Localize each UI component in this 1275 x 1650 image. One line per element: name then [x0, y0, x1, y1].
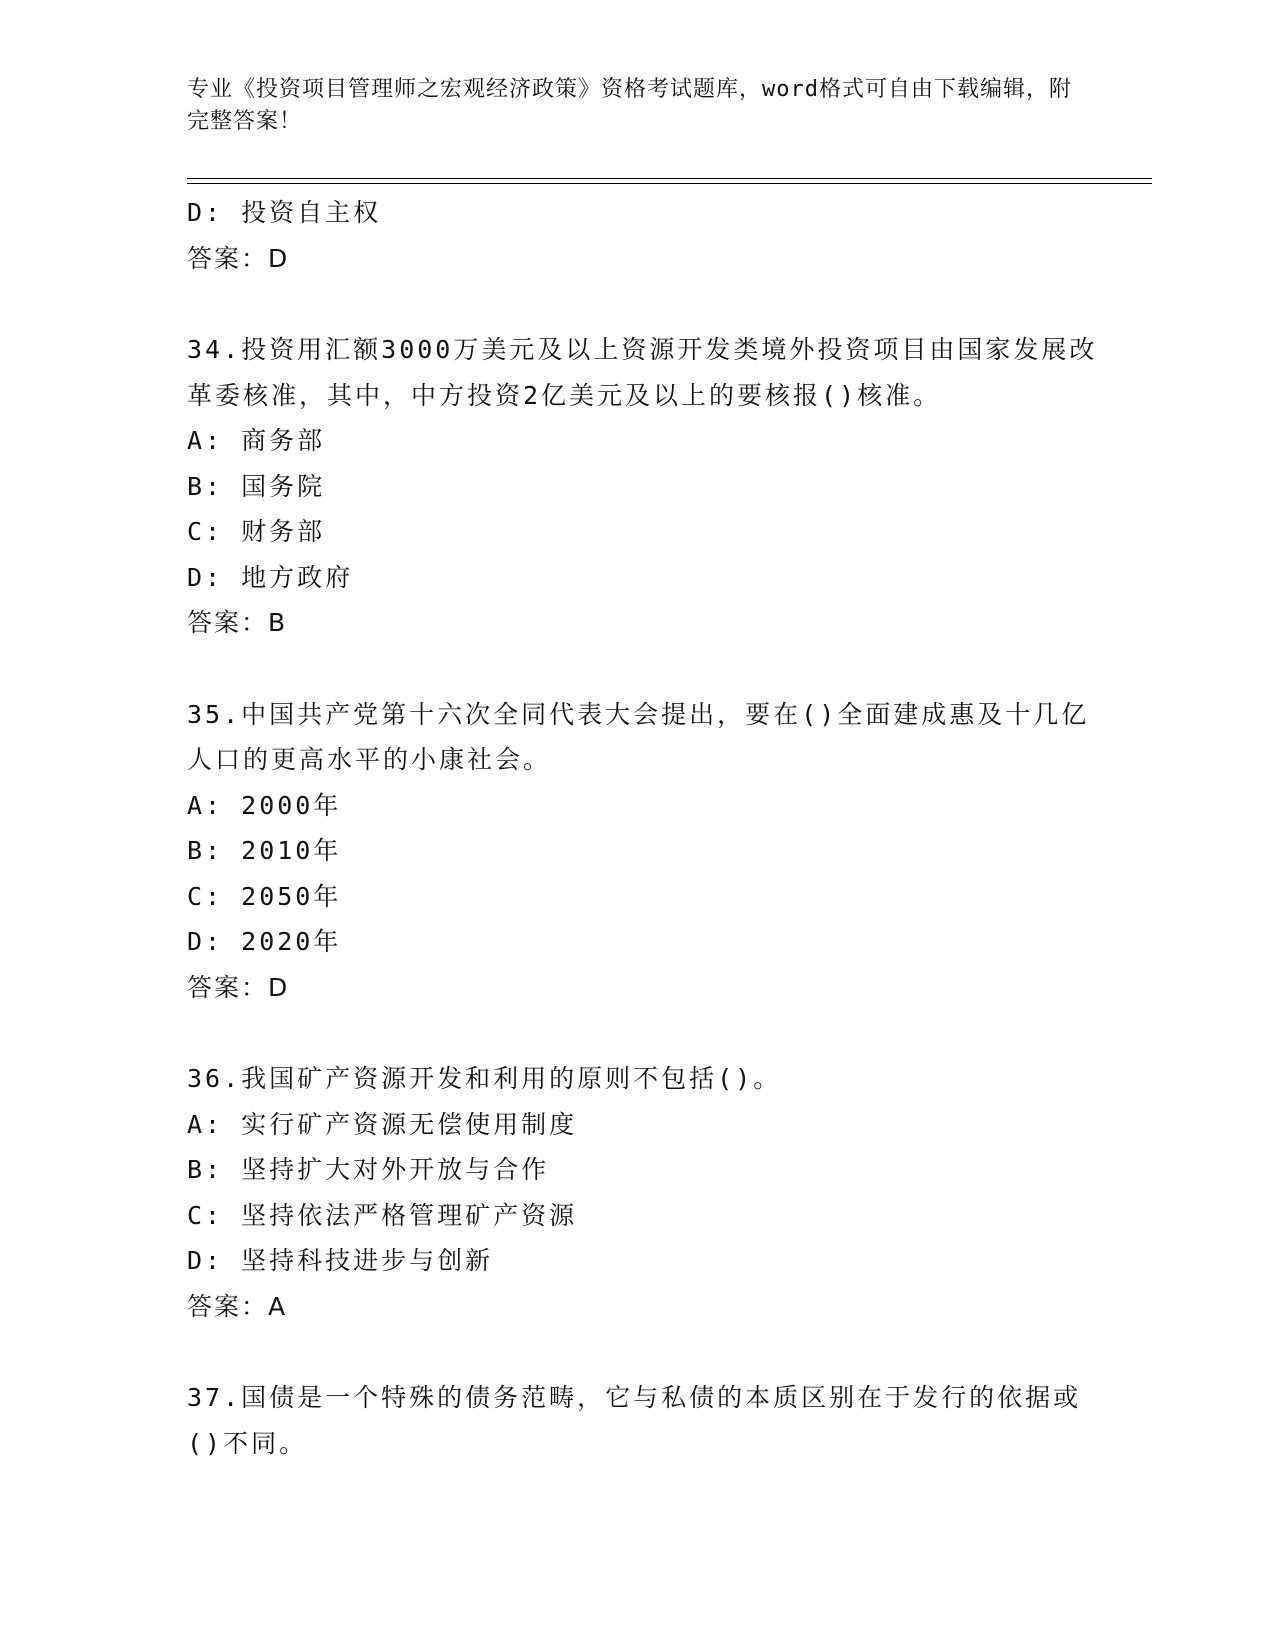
option-d: D: 2020年	[187, 927, 342, 956]
header-divider-top	[187, 178, 1152, 179]
option-a: A: 2000年	[187, 790, 342, 820]
document-header: 专业《投资项目管理师之宏观经济政策》资格考试题库，word格式可自由下载编辑，附完整答案！	[187, 77, 1072, 134]
option-a: A: 实行矿产资源无偿使用制度	[187, 1109, 578, 1139]
option-b: B: 坚持扩大对外开放与合作	[187, 1155, 550, 1184]
option-b: B: 2010年	[187, 836, 342, 865]
question-block	[187, 692, 1107, 1011]
answer-line: 答案：A	[187, 1291, 288, 1321]
option-d: D: 投资自主权	[187, 198, 382, 227]
option-d: D: 坚持科技进步与创新	[187, 1246, 494, 1275]
option-a: A: 商务部	[187, 426, 326, 455]
question-text: 34.投资用汇额3000万美元及以上资源开发类境外投资项目由国家发展改革委核准，其中，中方投资2亿美元及以上的要核报()核准。	[187, 335, 1098, 410]
option-b: B: 国务院	[187, 471, 326, 501]
question-block	[187, 327, 1107, 646]
answer-line: 答案：D	[187, 972, 290, 1002]
option-d: D: 地方政府	[187, 562, 354, 592]
option-c: C: 2050年	[187, 881, 342, 911]
header-divider-bottom	[187, 183, 1152, 184]
answer-line: 答案：B	[187, 608, 288, 637]
question-block	[187, 1056, 1107, 1329]
answer-line: 答案：D	[187, 243, 290, 273]
question-text: 37.国债是一个特殊的债务范畴，它与私债的本质区别在于发行的依据或()不同。	[187, 1383, 1082, 1458]
option-c: C: 财务部	[187, 517, 326, 546]
option-c: C: 坚持依法严格管理矿产资源	[187, 1200, 578, 1230]
question-text: 36.我国矿产资源开发和利用的原则不包括()。	[187, 1064, 782, 1093]
question-block	[187, 1375, 1107, 1466]
question-list	[187, 190, 1107, 1466]
question-text: 35.中国共产党第十六次全同代表大会提出，要在()全面建成惠及十几亿人口的更高水平的小康社会。	[187, 699, 1090, 774]
